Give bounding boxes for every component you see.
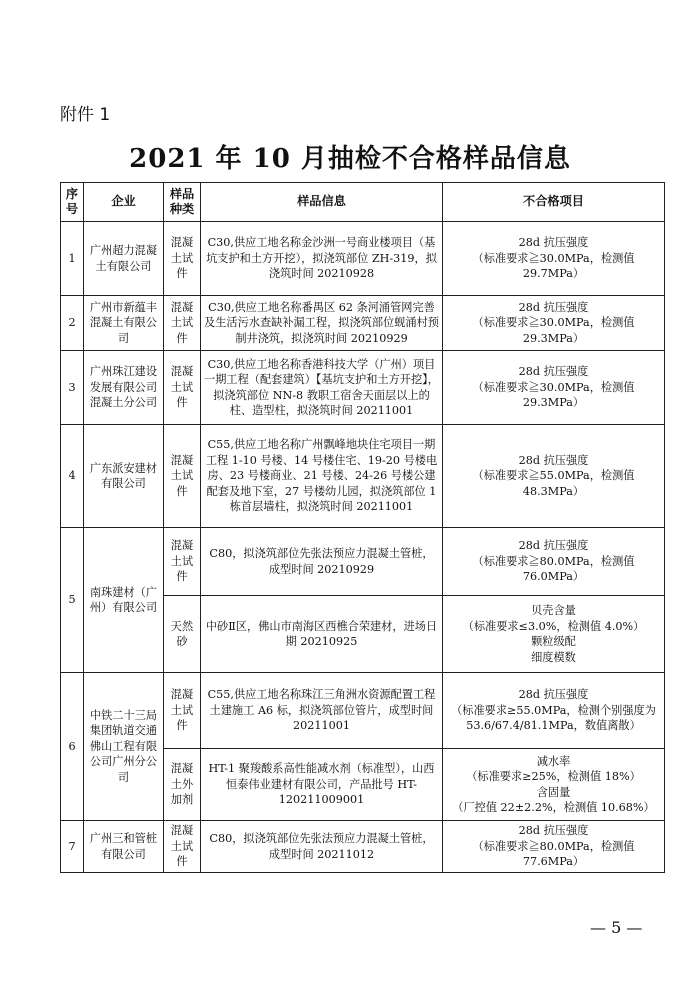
row-info: HT-1 聚羧酸系高性能减水剂（标准型），山西恒泰伟业建材有限公司，产品批号 HT-120211009001	[201, 749, 443, 821]
row-failed-items: 28d 抗压强度 （标准要求≧55.0MPa，检测值 48.3MPa）	[443, 425, 665, 528]
row-failed-items: 减水率 （标准要求≥25%，检测值 18%） 含固量 （厂控值 22±2.2%，检测值 10.68%）	[443, 749, 665, 821]
table-row	[61, 528, 665, 596]
row-category: 混凝土试件	[164, 673, 201, 749]
row-failed-items: 贝壳含量 （标准要求≤3.0%，检测值 4.0%） 颗粒级配 细度模数	[443, 596, 665, 673]
row-company: 广州珠江建设发展有限公司混凝土分公司	[84, 351, 164, 425]
row-category: 混凝土外加剂	[164, 749, 201, 821]
row-company: 中铁二十三局集团轨道交通佛山工程有限公司广州分公司	[84, 673, 164, 821]
row-category: 混凝土试件	[164, 351, 201, 425]
row-category: 混凝土试件	[164, 222, 201, 296]
header-failed-items: 不合格项目	[443, 183, 665, 222]
row-info: C30,供应工地名称金沙洲一号商业楼项目（基坑支护和土方开挖），拟浇筑部位 ZH-319，拟浇筑时间 20210928	[201, 222, 443, 296]
row-seq: 3	[61, 351, 84, 425]
table-header-row	[61, 183, 665, 222]
table-row	[61, 351, 665, 425]
row-failed-items: 28d 抗压强度 （标准要求≧80.0MPa，检测值 77.6MPa）	[443, 821, 665, 873]
row-failed-items: 28d 抗压强度 （标准要求≧80.0MPa，检测值 76.0MPa）	[443, 528, 665, 596]
row-category: 天然砂	[164, 596, 201, 673]
row-info: C55,供应工地名称广州飘峰地块住宅项目一期工程 1-10 号楼、14 号楼住宅、19-20 号楼电房、23 号楼商业、21 号楼、24-26 号楼公建配套及地下室，27 号楼幼儿园，拟浇筑部位 1 栋首层墙柱，拟浇筑时间 20211001	[201, 425, 443, 528]
row-company: 广东派安建材有限公司	[84, 425, 164, 528]
row-seq: 1	[61, 222, 84, 296]
row-failed-items: 28d 抗压强度 （标准要求≥55.0MPa，检测个别强度为 53.6/67.4/81.1MPa，数值离散）	[443, 673, 665, 749]
page-number: — 5 —	[590, 918, 643, 937]
row-info: C80，拟浇筑部位先张法预应力混凝土管桩，成型时间 20211012	[201, 821, 443, 873]
header-info: 样品信息	[201, 183, 443, 222]
header-seq: 序 号	[61, 183, 84, 222]
header-category: 样品 种类	[164, 183, 201, 222]
row-seq: 6	[61, 673, 84, 821]
row-failed-items: 28d 抗压强度 （标准要求≧30.0MPa，检测值 29.3MPa）	[443, 296, 665, 351]
table-row	[61, 425, 665, 528]
header-company: 企业	[84, 183, 164, 222]
row-seq: 7	[61, 821, 84, 873]
failed-samples-table	[60, 182, 665, 873]
row-company: 南珠建材（广州）有限公司	[84, 528, 164, 673]
row-info: C55,供应工地名称珠江三角洲水资源配置工程土建施工 A6 标，拟浇筑部位管片，成型时间 20211001	[201, 673, 443, 749]
row-category: 混凝土试件	[164, 821, 201, 873]
row-category: 混凝土试件	[164, 528, 201, 596]
row-company: 广州三和管桩有限公司	[84, 821, 164, 873]
row-failed-items: 28d 抗压强度 （标准要求≧30.0MPa，检测值 29.7MPa）	[443, 222, 665, 296]
table-row	[61, 673, 665, 749]
table-row	[61, 821, 665, 873]
row-company: 广州超力混凝土有限公司	[84, 222, 164, 296]
attachment-label: 附件 1	[60, 105, 111, 125]
row-info: C80，拟浇筑部位先张法预应力混凝土管桩，成型时间 20210929	[201, 528, 443, 596]
row-failed-items: 28d 抗压强度 （标准要求≧30.0MPa，检测值 29.3MPa）	[443, 351, 665, 425]
row-info: C30,供应工地名称番禺区 62 条河涌管网完善及生活污水查缺补漏工程，拟浇筑部位蚬涌村预制井浇筑，拟浇筑时间 20210929	[201, 296, 443, 351]
row-info: C30,供应工地名称香港科技大学（广州）项目一期工程（配套建筑）【基坑支护和土方开挖】，拟浇筑部位 NN-8 教职工宿舍天面层以上的柱、造型柱，拟浇筑时间 20211001	[201, 351, 443, 425]
row-company: 广州市新蕴丰混凝土有限公司	[84, 296, 164, 351]
row-seq: 4	[61, 425, 84, 528]
row-info: 中砂Ⅱ区，佛山市南海区西樵合荣建材，进场日期 20210925	[201, 596, 443, 673]
table-row	[61, 296, 665, 351]
document-title: 2021 年 10 月抽检不合格样品信息	[129, 144, 571, 174]
row-category: 混凝土试件	[164, 425, 201, 528]
row-category: 混凝土试件	[164, 296, 201, 351]
row-seq: 5	[61, 528, 84, 673]
row-seq: 2	[61, 296, 84, 351]
table-row	[61, 222, 665, 296]
